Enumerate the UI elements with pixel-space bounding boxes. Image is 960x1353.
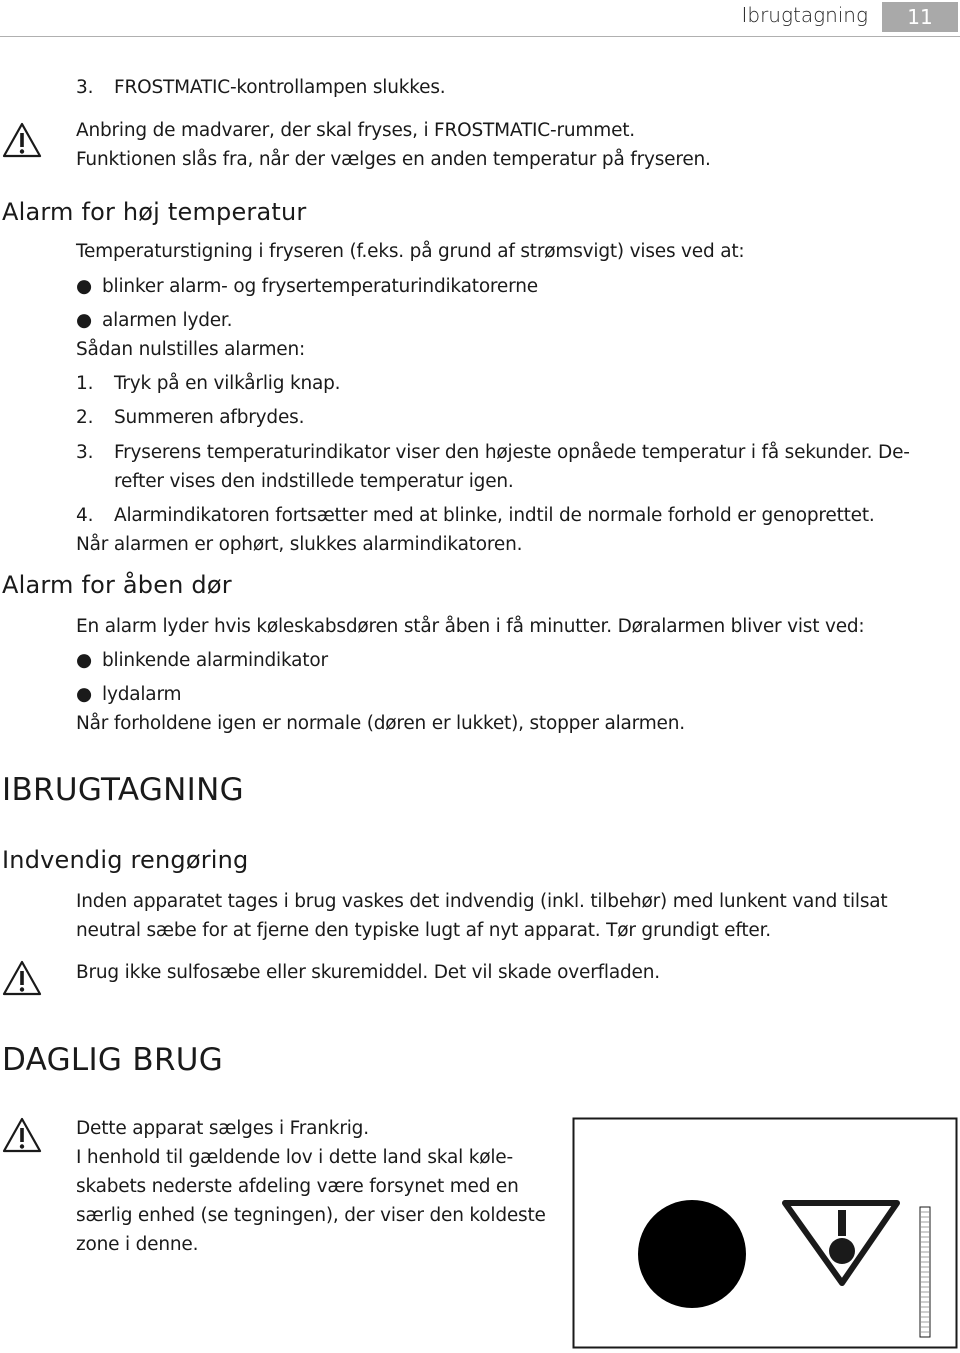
reset-step-2: 2. Summeren afbrydes. — [76, 407, 305, 428]
door-intro: En alarm lyder hvis køleskabsdøren står åben i få minutter. Døralarmen bliver vist ved: — [76, 616, 865, 637]
running-header-title: Ibrugtagning — [741, 3, 868, 27]
step-number: 3. — [76, 77, 94, 98]
page-number-badge: 11 — [882, 2, 958, 32]
door-bullet-2: ● lydalarm — [76, 680, 181, 709]
high-temp-heading: Alarm for høj temperatur — [2, 198, 307, 226]
high-temp-bullet-2: ● alarmen lyder. — [76, 306, 232, 335]
step-text: FROSTMATIC-kontrollampen slukkes. — [114, 77, 446, 98]
cleaning-heading: Indvendig rengøring — [2, 846, 249, 874]
reset-step-3-cont: refter vises den indstillede temperatur igen. — [114, 471, 514, 492]
control-knob — [638, 1200, 746, 1308]
frostmatic-warning-line-2: Funktionen slås fra, når der vælges en anden temperatur på fryseren. — [76, 149, 711, 170]
bullet-icon: ● — [76, 650, 92, 671]
france-warning-line-5: zone i denne. — [76, 1234, 199, 1255]
france-warning-line-4: særlig enhed (se tegningen), der viser den koldeste — [76, 1205, 546, 1226]
high-temp-bullet-1: ● blinker alarm- og frysertemperaturindikatorerne — [76, 272, 538, 301]
reset-intro: Sådan nulstilles alarmen: — [76, 339, 306, 360]
door-closing: Når forholdene igen er normale (døren er lukket), stopper alarmen. — [76, 713, 685, 734]
high-temp-intro: Temperaturstigning i fryseren (f.eks. på grund af strømsvigt) vises ved at: — [76, 241, 745, 262]
france-warning-line-1: Dette apparat sælges i Frankrig. — [76, 1118, 369, 1139]
cleaning-line-1: Inden apparatet tages i brug vaskes det indvendig (inkl. tilbehør) med lunkent vand tilsat — [76, 891, 888, 912]
cleaning-warning: Brug ikke sulfosæbe eller skuremiddel. Det vil skade overfladen. — [76, 962, 660, 983]
france-warning-line-3: skabets nederste afdeling være forsynet med en — [76, 1176, 519, 1197]
door-alarm-heading: Alarm for åben dør — [2, 571, 232, 599]
reset-step-3: 3. Fryserens temperaturindikator viser den højeste opnåede temperatur i få sekunder. De- — [76, 442, 910, 463]
reset-step-4: 4. Alarmindikatoren fortsætter med at blinke, indtil de normale forhold er genoprettet. — [76, 505, 875, 526]
section-heading-daglig-brug: DAGLIG BRUG — [2, 1042, 224, 1078]
bullet-icon: ● — [76, 276, 92, 297]
cleaning-line-2: neutral sæbe for at fjerne den typiske lugt af nyt apparat. Tør grundigt efter. — [76, 920, 771, 941]
reset-step-1: 1. Tryk på en vilkårlig knap. — [76, 373, 341, 394]
warning-triangle-icon — [2, 122, 42, 158]
reset-step-4-cont: Når alarmen er ophørt, slukkes alarmindikatoren. — [76, 534, 523, 555]
frostmatic-step-3 — [76, 73, 445, 102]
warning-triangle-icon — [2, 960, 42, 996]
france-warning-line-2: I henhold til gældende lov i dette land skal køle- — [76, 1147, 513, 1168]
section-heading-ibrugtagning: IBRUGTAGNING — [2, 772, 244, 808]
header-rule — [0, 36, 960, 37]
coldest-zone-illustration — [572, 1117, 958, 1349]
door-bullet-1: ● blinkende alarmindikator — [76, 646, 328, 675]
bullet-icon: ● — [76, 684, 92, 705]
frostmatic-warning-line-1: Anbring de madvarer, der skal fryses, i FROSTMATIC-rummet. — [76, 120, 635, 141]
warning-triangle-icon — [2, 1117, 42, 1153]
bullet-icon: ● — [76, 310, 92, 331]
